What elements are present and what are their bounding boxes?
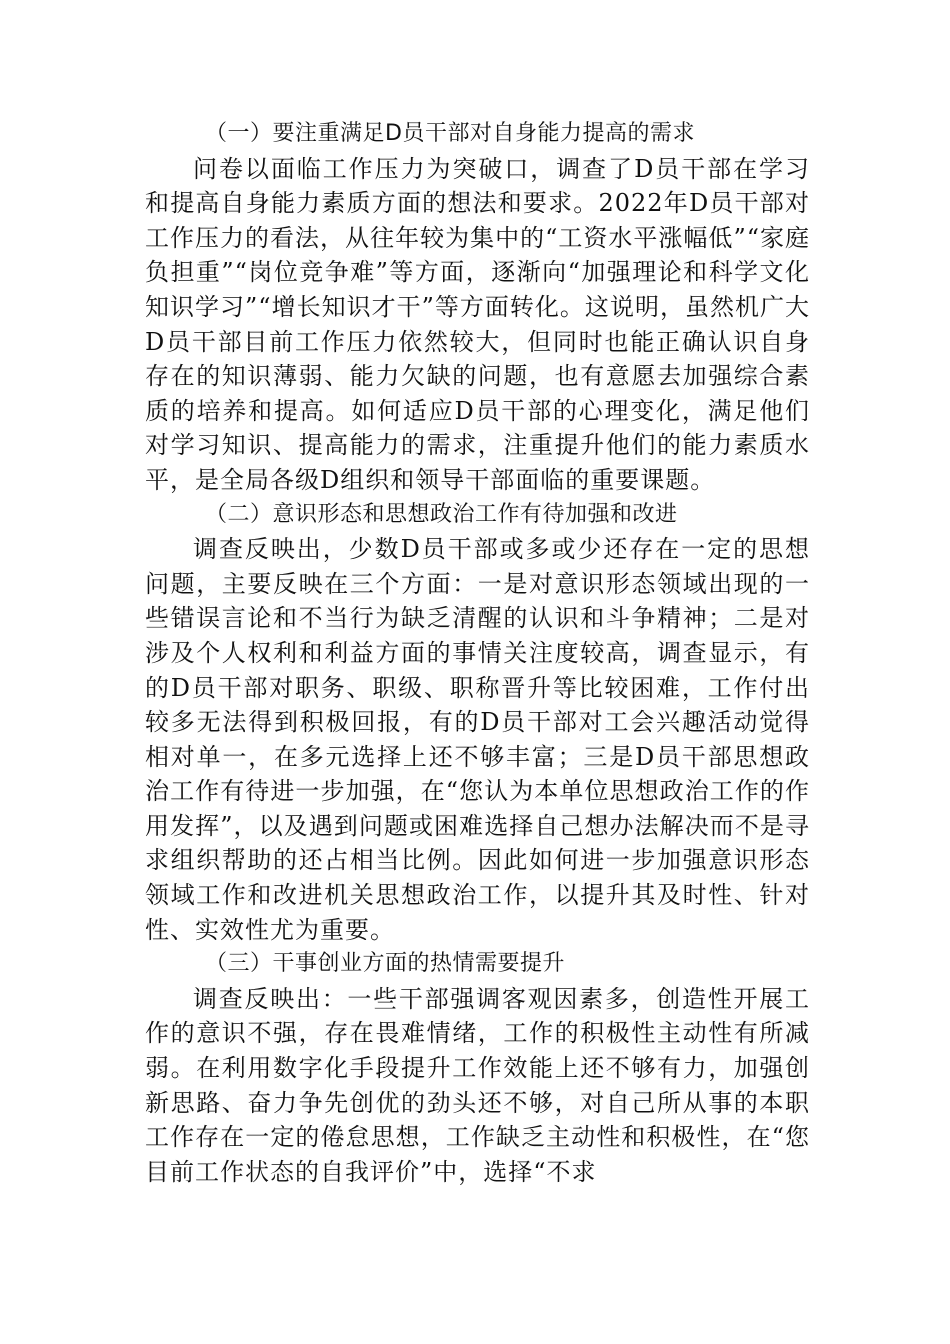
- section-paragraph-3: 调查反映出：一些干部强调客观因素多，创造性开展工作的意识不强，存在畏难情绪，工作的积极性主动性有所减弱。在利用数字化手段提升工作效能上还不够有力，加强创新思路、奋力争先创优的劲头还不够，对自己所从事的本职工作存在一定的倦怠思想，工作缺乏主动性和积极性，在“您目前工作状态的自我评价”中，选择“不求: [145, 984, 810, 1186]
- section-paragraph-1: 问卷以面临工作压力为突破口，调查了D员干部在学习和提高自身能力素质方面的想法和要求。2022年D员干部对工作压力的看法，从往年较为集中的“工资水平涨幅低”“家庭负担重”“岗位竞争难”等方面，逐渐向“加强理论和科学文化知识学习”“增长知识才干”等方面转化。这说明，虽然机广大D员干部目前工作压力依然较大，但同时也能正确认识自身存在的知识薄弱、能力欠缺的问题，也有意愿去加强综合素质的培养和提高。如何适应D员干部的心理变化，满足他们对学习知识、提高能力的需求，注重提升他们的能力素质水平，是全局各级D组织和领导干部面临的重要课题。: [145, 154, 810, 494]
- section-heading-2: （二）意识形态和思想政治工作有待加强和改进: [205, 501, 678, 527]
- section-paragraph-2: 调查反映出，少数D员干部或多或少还存在一定的思想问题，主要反映在三个方面：一是对意识形态领域出现的一些错误言论和不当行为缺乏清醒的认识和斗争精神；二是对涉及个人权利和利益方面的事情关注度较高，调查显示，有的D员干部对职务、职级、职称晋升等比较困难，工作付出较多无法得到积极回报，有的D员干部对工会兴趣活动觉得相对单一，在多元选择上还不够丰富；三是D员干部思想政治工作有待进一步加强，在“您认为本单位思想政治工作的作用发挥”，以及遇到问题或困难选择自己想办法解决而不是寻求组织帮助的还占相当比例。因此如何进一步加强意识形态领域工作和改进机关思想政治工作，以提升其及时性、针对性、实效性尤为重要。: [145, 535, 810, 944]
- section-heading-1: （一）要注重满足D员干部对自身能力提高的需求: [205, 121, 695, 146]
- document-page: [145, 117, 810, 1189]
- section-heading-3: （三）干事创业方面的热情需要提升: [205, 951, 566, 977]
